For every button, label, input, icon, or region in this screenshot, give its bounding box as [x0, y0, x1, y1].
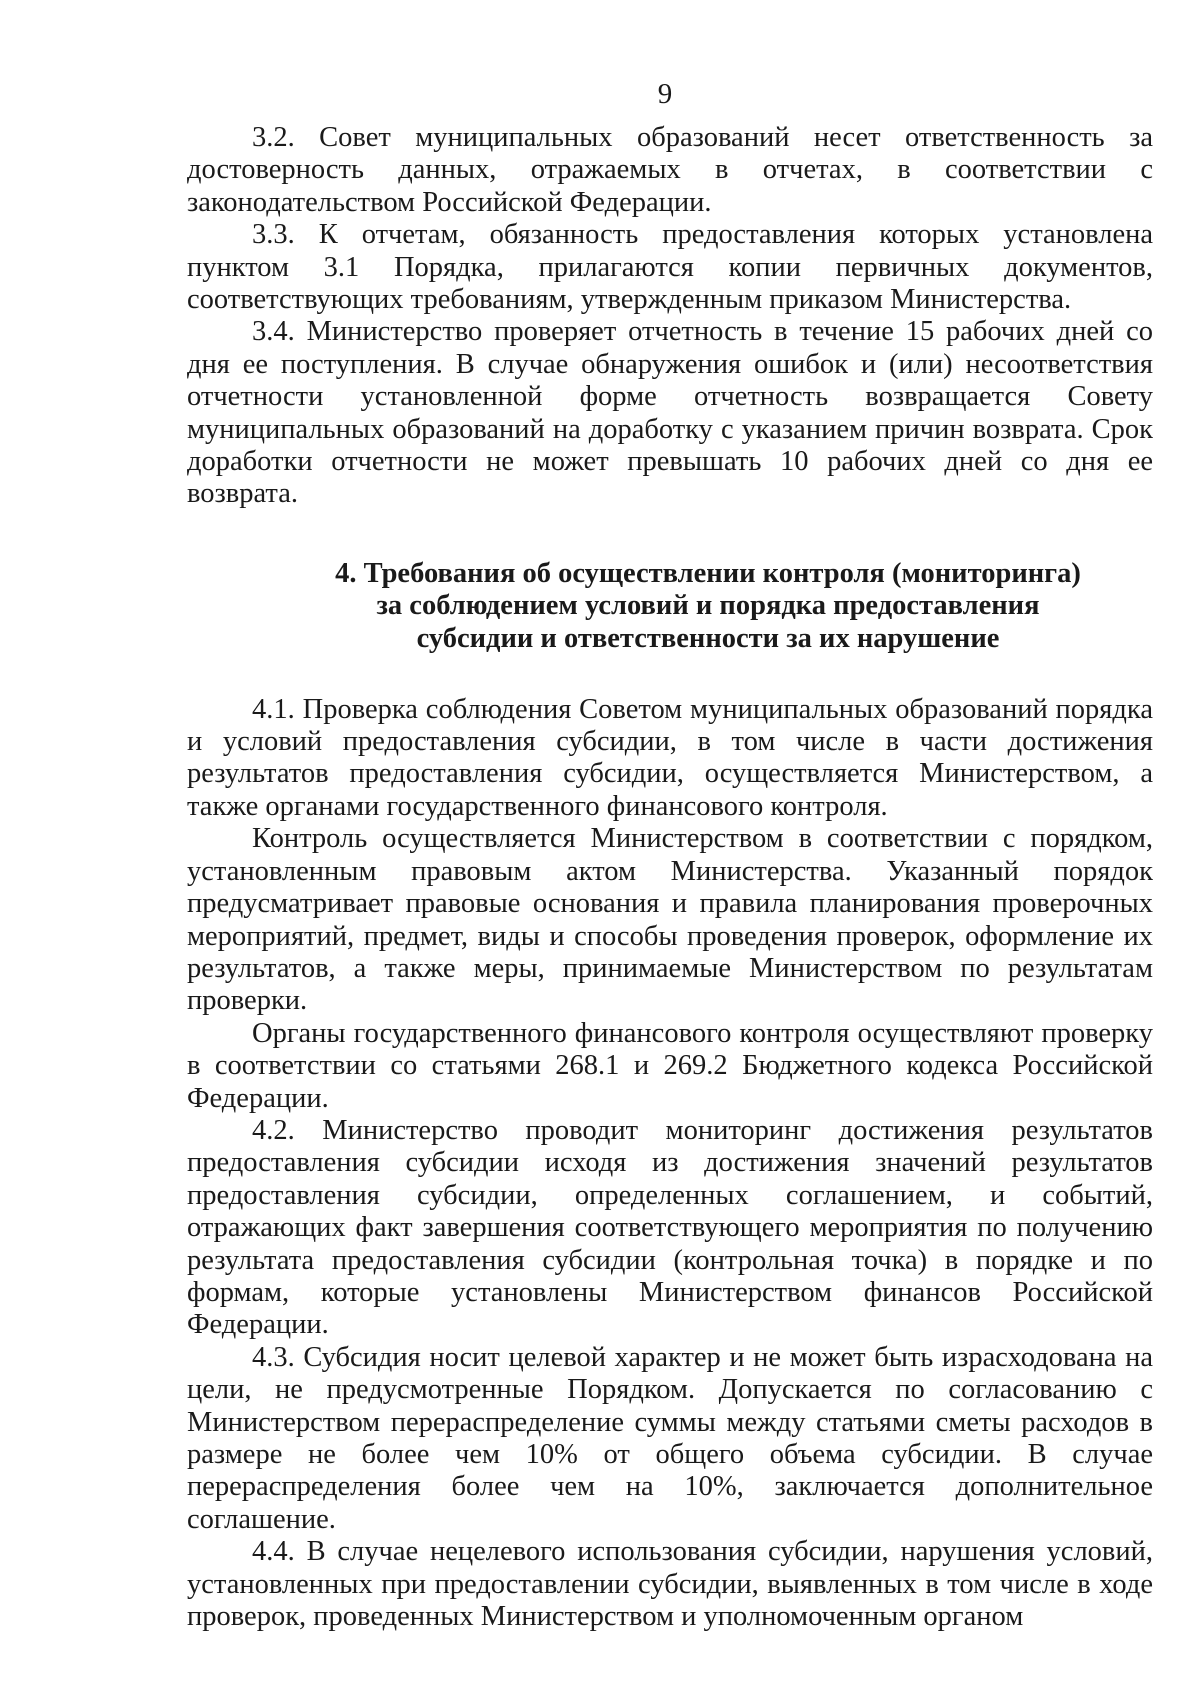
- paragraph-4-2: 4.2. Министерство проводит мониторинг достижения результатов предоставления субсидии исходя из достижения значений результатов предоставления субсидии, определенных соглашением, и событий, отражающих факт завершения соответствующего мероприятия по получению результата предоставления субсидии (контрольная точка) в порядке и по формам, которые установлены Министерством финансов Российской Федерации.: [187, 1114, 1153, 1341]
- paragraph-4-3: 4.3. Субсидия носит целевой характер и не может быть израсходована на цели, не предусмотренные Порядком. Допускается по согласованию с Министерством перераспределение суммы между статьями сметы расходов в размере не более чем 10% от общего объема субсидии. В случае перераспределения более чем на 10%, заключается дополнительное соглашение.: [187, 1341, 1153, 1535]
- section-4-title: [187, 558, 1153, 656]
- paragraph-control: Контроль осуществляется Министерством в соответствии с порядком, установленным правовым актом Министерства. Указанный порядок предусматривает правовые основания и правила планирования проверочных мероприятий, предмет, виды и способы проведения проверок, оформление их результатов, а также меры, принимаемые Министерством по результатам проверки.: [187, 823, 1153, 1017]
- section-title-line: за соблюдением условий и порядка предоставления: [376, 590, 1040, 622]
- paragraph-3-3: 3.3. К отчетам, обязанность предоставления которых установлена пунктом 3.1 Порядка, прилагаются копии первичных документов, соответствующих требованиям, утвержденным приказом Министерства.: [187, 219, 1153, 316]
- paragraph-3-2: 3.2. Совет муниципальных образований несет ответственность за достоверность данных, отражаемых в отчетах, в соответствии с законодательством Российской Федерации.: [187, 122, 1153, 218]
- paragraph-4-4: 4.4. В случае нецелевого использования субсидии, нарушения условий, установленных при предоставлении субсидии, выявленных в том числе в ходе проверок, проведенных Министерством и уполномоченным органом: [187, 1536, 1153, 1633]
- paragraph-3-4: 3.4. Министерство проверяет отчетность в течение 15 рабочих дней со дня ее поступления. В случае обнаружения ошибок и (или) несоответствия отчетности установленной форме отчетность возвращается Совету муниципальных образований на доработку с указанием причин возврата. Срок доработки отчетности не может превышать 10 рабочих дней со дня ее возврата.: [187, 316, 1153, 510]
- page-number: 9: [657, 78, 673, 110]
- paragraph-4-1: 4.1. Проверка соблюдения Советом муниципальных образований порядка и условий предоставления субсидии, в том числе в части достижения результатов предоставления субсидии, осуществляется Министерством, а также органами государственного финансового контроля.: [187, 693, 1153, 822]
- section-title-line: 4. Требования об осуществлении контроля (мониторинга): [335, 557, 1081, 589]
- document-body: [187, 122, 1153, 1633]
- paragraph-financial-control: Органы государственного финансового контроля осуществляют проверку в соответствии со статьями 268.1 и 269.2 Бюджетного кодекса Российской Федерации.: [187, 1017, 1153, 1114]
- section-title-line: субсидии и ответственности за их нарушение: [416, 623, 1000, 655]
